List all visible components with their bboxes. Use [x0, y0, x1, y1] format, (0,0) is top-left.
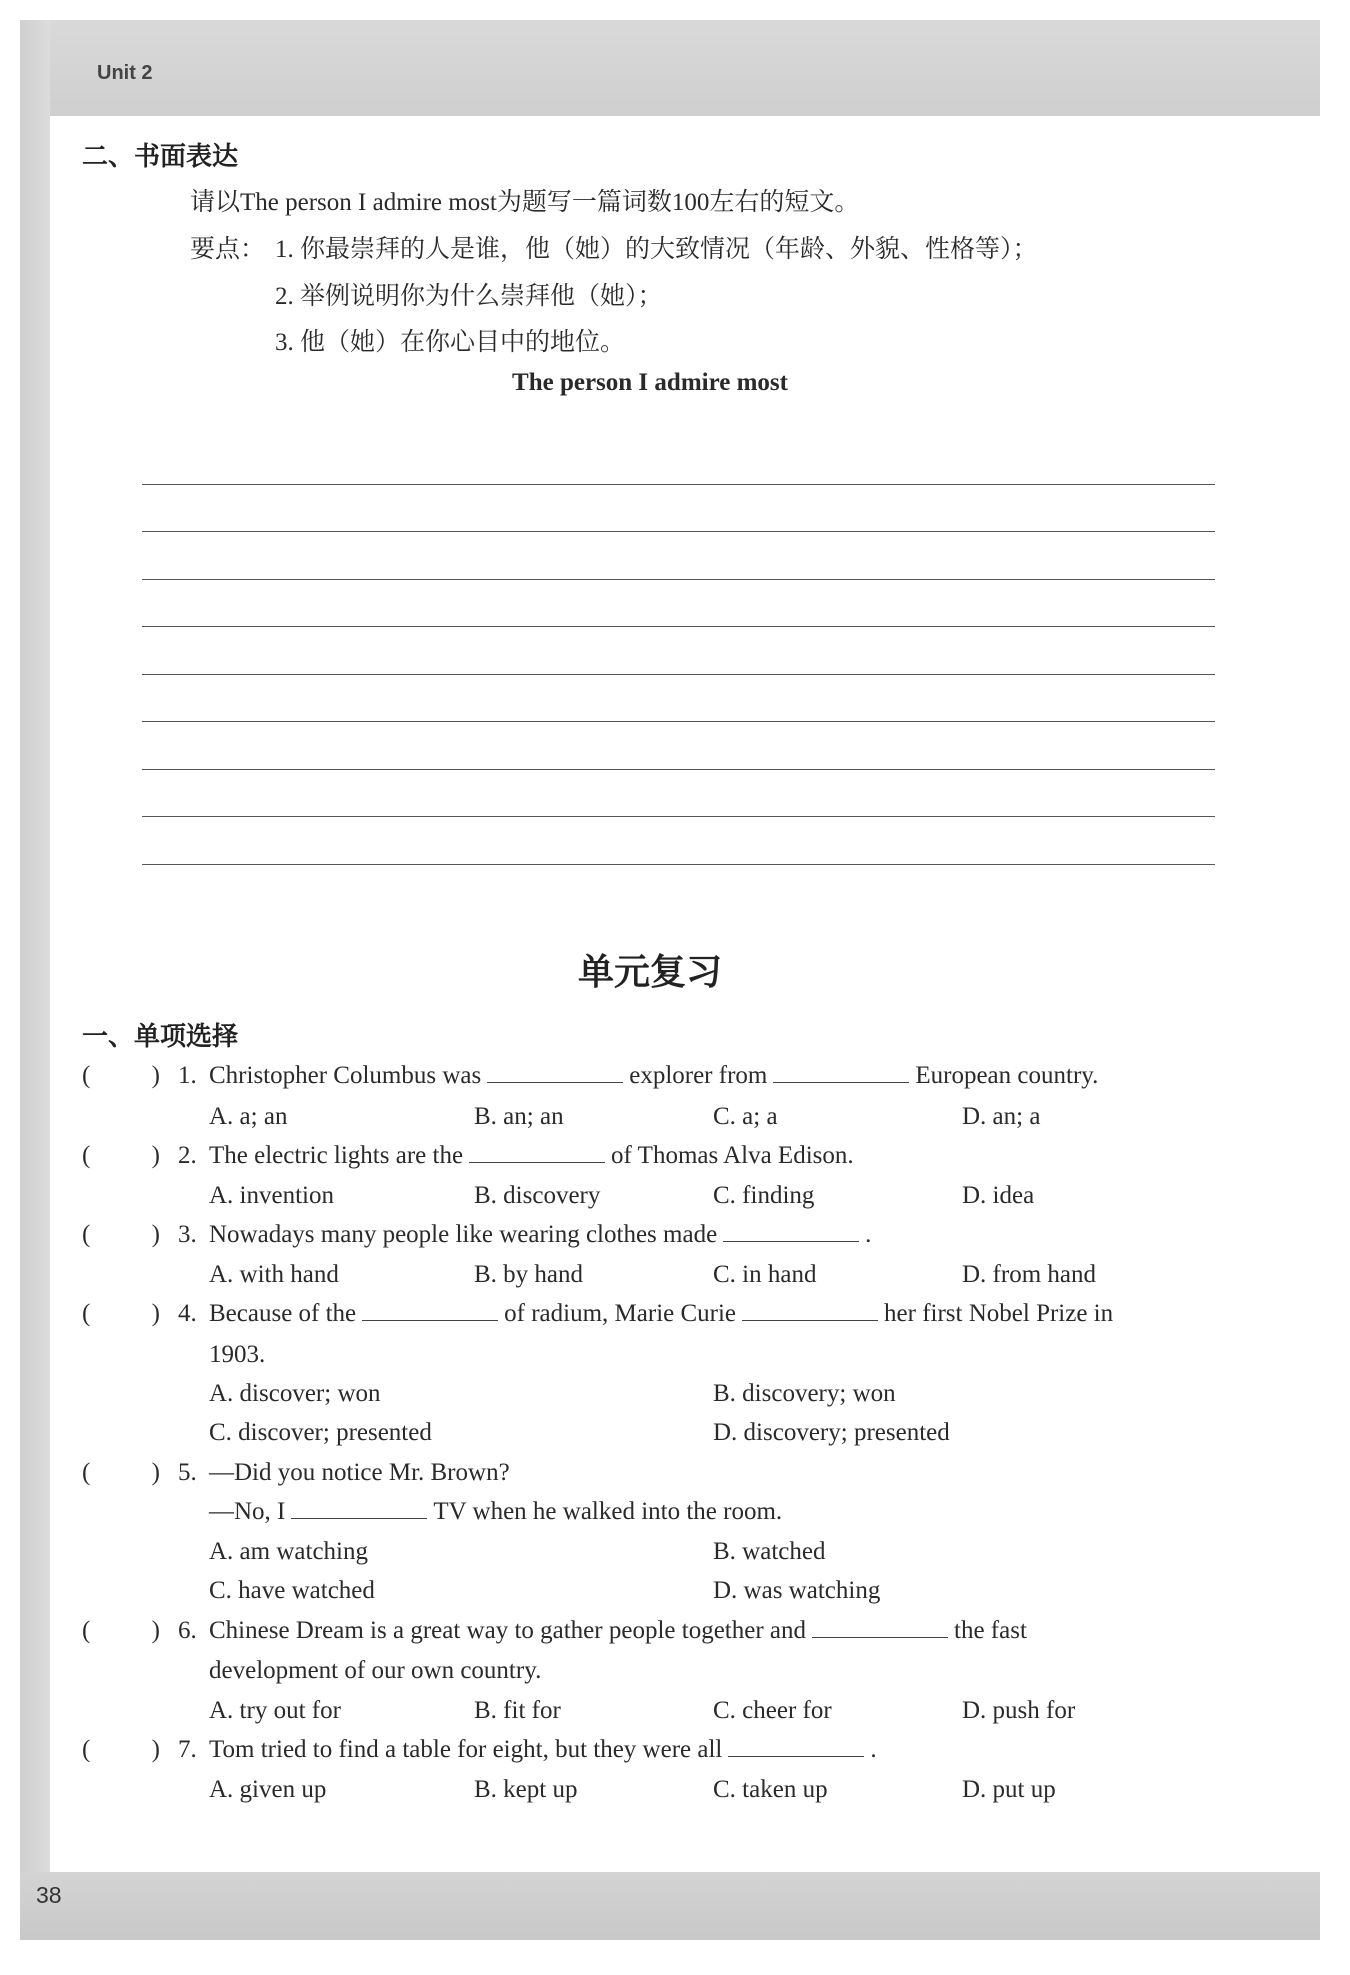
- question-continuation: 1903.: [209, 1341, 266, 1368]
- option-d[interactable]: D. was watching: [713, 1577, 881, 1604]
- option-d[interactable]: D. put up: [962, 1776, 1056, 1803]
- question-number: 7.: [178, 1736, 197, 1763]
- writing-line[interactable]: [142, 817, 1215, 865]
- question-number: 3.: [178, 1221, 197, 1248]
- option-a[interactable]: A. discover; won: [209, 1380, 381, 1407]
- option-c[interactable]: C. have watched: [209, 1577, 375, 1604]
- writing-line[interactable]: [142, 580, 1215, 628]
- answer-blank[interactable]: [487, 1062, 623, 1083]
- option-a[interactable]: A. invention: [209, 1182, 334, 1209]
- option-b[interactable]: B. kept up: [474, 1776, 578, 1803]
- writing-instruction: 请以The person I admire most为题写一篇词数100左右的短文。: [190, 189, 860, 216]
- writing-lines[interactable]: [142, 437, 1215, 865]
- question-text: Tom tried to find a table for eight, but they were all .: [209, 1736, 877, 1763]
- answer-blank[interactable]: [728, 1736, 864, 1757]
- answer-blank[interactable]: [773, 1062, 909, 1083]
- option-c[interactable]: C. finding: [713, 1182, 815, 1209]
- point-1: 1. 你最崇拜的人是谁，他（她）的大致情况（年龄、外貌、性格等）；: [275, 236, 1038, 263]
- answer-parentheses[interactable]: ( ): [82, 1142, 160, 1169]
- question-number: 6.: [178, 1617, 197, 1644]
- writing-line[interactable]: [142, 532, 1215, 580]
- option-b[interactable]: B. an; an: [474, 1103, 564, 1130]
- question-text: The electric lights are the of Thomas Alva Edison.: [209, 1142, 854, 1169]
- option-c[interactable]: C. a; a: [713, 1103, 778, 1130]
- answer-parentheses[interactable]: ( ): [82, 1062, 160, 1089]
- answer-blank[interactable]: [291, 1498, 427, 1519]
- option-d[interactable]: D. idea: [962, 1182, 1035, 1209]
- option-c[interactable]: C. discover; presented: [209, 1419, 432, 1446]
- writing-line[interactable]: [142, 675, 1215, 723]
- option-d[interactable]: D. from hand: [962, 1261, 1096, 1288]
- question-text: Christopher Columbus was explorer from European country.: [209, 1062, 1099, 1089]
- unit-label: Unit 2: [97, 62, 153, 84]
- writing-line[interactable]: [142, 437, 1215, 485]
- question-line-2: —No, I TV when he walked into the room.: [209, 1498, 783, 1525]
- points-label: 要点：: [190, 236, 266, 263]
- option-b[interactable]: B. watched: [713, 1538, 826, 1565]
- writing-line[interactable]: [142, 770, 1215, 818]
- option-a[interactable]: A. with hand: [209, 1261, 339, 1288]
- answer-parentheses[interactable]: ( ): [82, 1300, 160, 1327]
- answer-parentheses[interactable]: ( ): [82, 1221, 160, 1248]
- option-b[interactable]: B. by hand: [474, 1261, 584, 1288]
- question-text: Chinese Dream is a great way to gather people together and the fast: [209, 1617, 1027, 1644]
- writing-line[interactable]: [142, 485, 1215, 533]
- question-text: —Did you notice Mr. Brown?: [209, 1459, 510, 1486]
- scan-shadow-bottom: [20, 1872, 1320, 1940]
- unit-review-title: 单元复习: [577, 952, 722, 993]
- scan-shadow-top: [20, 20, 1320, 116]
- question-number: 1.: [178, 1062, 197, 1089]
- answer-blank[interactable]: [469, 1142, 605, 1163]
- question-text: Nowadays many people like wearing clothes made .: [209, 1221, 872, 1248]
- option-c[interactable]: C. cheer for: [713, 1697, 832, 1724]
- answer-blank[interactable]: [723, 1221, 859, 1242]
- point-2: 2. 举例说明你为什么崇拜他（她）；: [275, 283, 663, 310]
- answer-blank[interactable]: [362, 1300, 498, 1321]
- option-b[interactable]: B. discovery: [474, 1182, 601, 1209]
- option-d[interactable]: D. discovery; presented: [713, 1419, 950, 1446]
- answer-blank[interactable]: [812, 1617, 948, 1638]
- option-a[interactable]: A. a; an: [209, 1103, 288, 1130]
- option-a[interactable]: A. am watching: [209, 1538, 368, 1565]
- writing-section-heading: 二、书面表达: [82, 142, 239, 172]
- essay-title: The person I admire most: [512, 369, 788, 396]
- page-number: 38: [36, 1882, 62, 1908]
- option-a[interactable]: A. try out for: [209, 1697, 341, 1724]
- answer-parentheses[interactable]: ( ): [82, 1459, 160, 1486]
- question-number: 5.: [178, 1459, 197, 1486]
- point-3: 3. 他（她）在你心目中的地位。: [275, 329, 626, 356]
- question-continuation: development of our own country.: [209, 1657, 542, 1684]
- option-d[interactable]: D. an; a: [962, 1103, 1041, 1130]
- question-text: Because of the of radium, Marie Curie her first Nobel Prize in: [209, 1300, 1114, 1327]
- answer-parentheses[interactable]: ( ): [82, 1736, 160, 1763]
- question-number: 4.: [178, 1300, 197, 1327]
- option-d[interactable]: D. push for: [962, 1697, 1076, 1724]
- question-number: 2.: [178, 1142, 197, 1169]
- multiple-choice-heading: 一、单项选择: [82, 1022, 239, 1052]
- option-c[interactable]: C. in hand: [713, 1261, 817, 1288]
- option-b[interactable]: B. fit for: [474, 1697, 561, 1724]
- option-b[interactable]: B. discovery; won: [713, 1380, 896, 1407]
- answer-blank[interactable]: [742, 1300, 878, 1321]
- option-c[interactable]: C. taken up: [713, 1776, 828, 1803]
- option-a[interactable]: A. given up: [209, 1776, 327, 1803]
- answer-parentheses[interactable]: ( ): [82, 1617, 160, 1644]
- writing-line[interactable]: [142, 627, 1215, 675]
- writing-line[interactable]: [142, 722, 1215, 770]
